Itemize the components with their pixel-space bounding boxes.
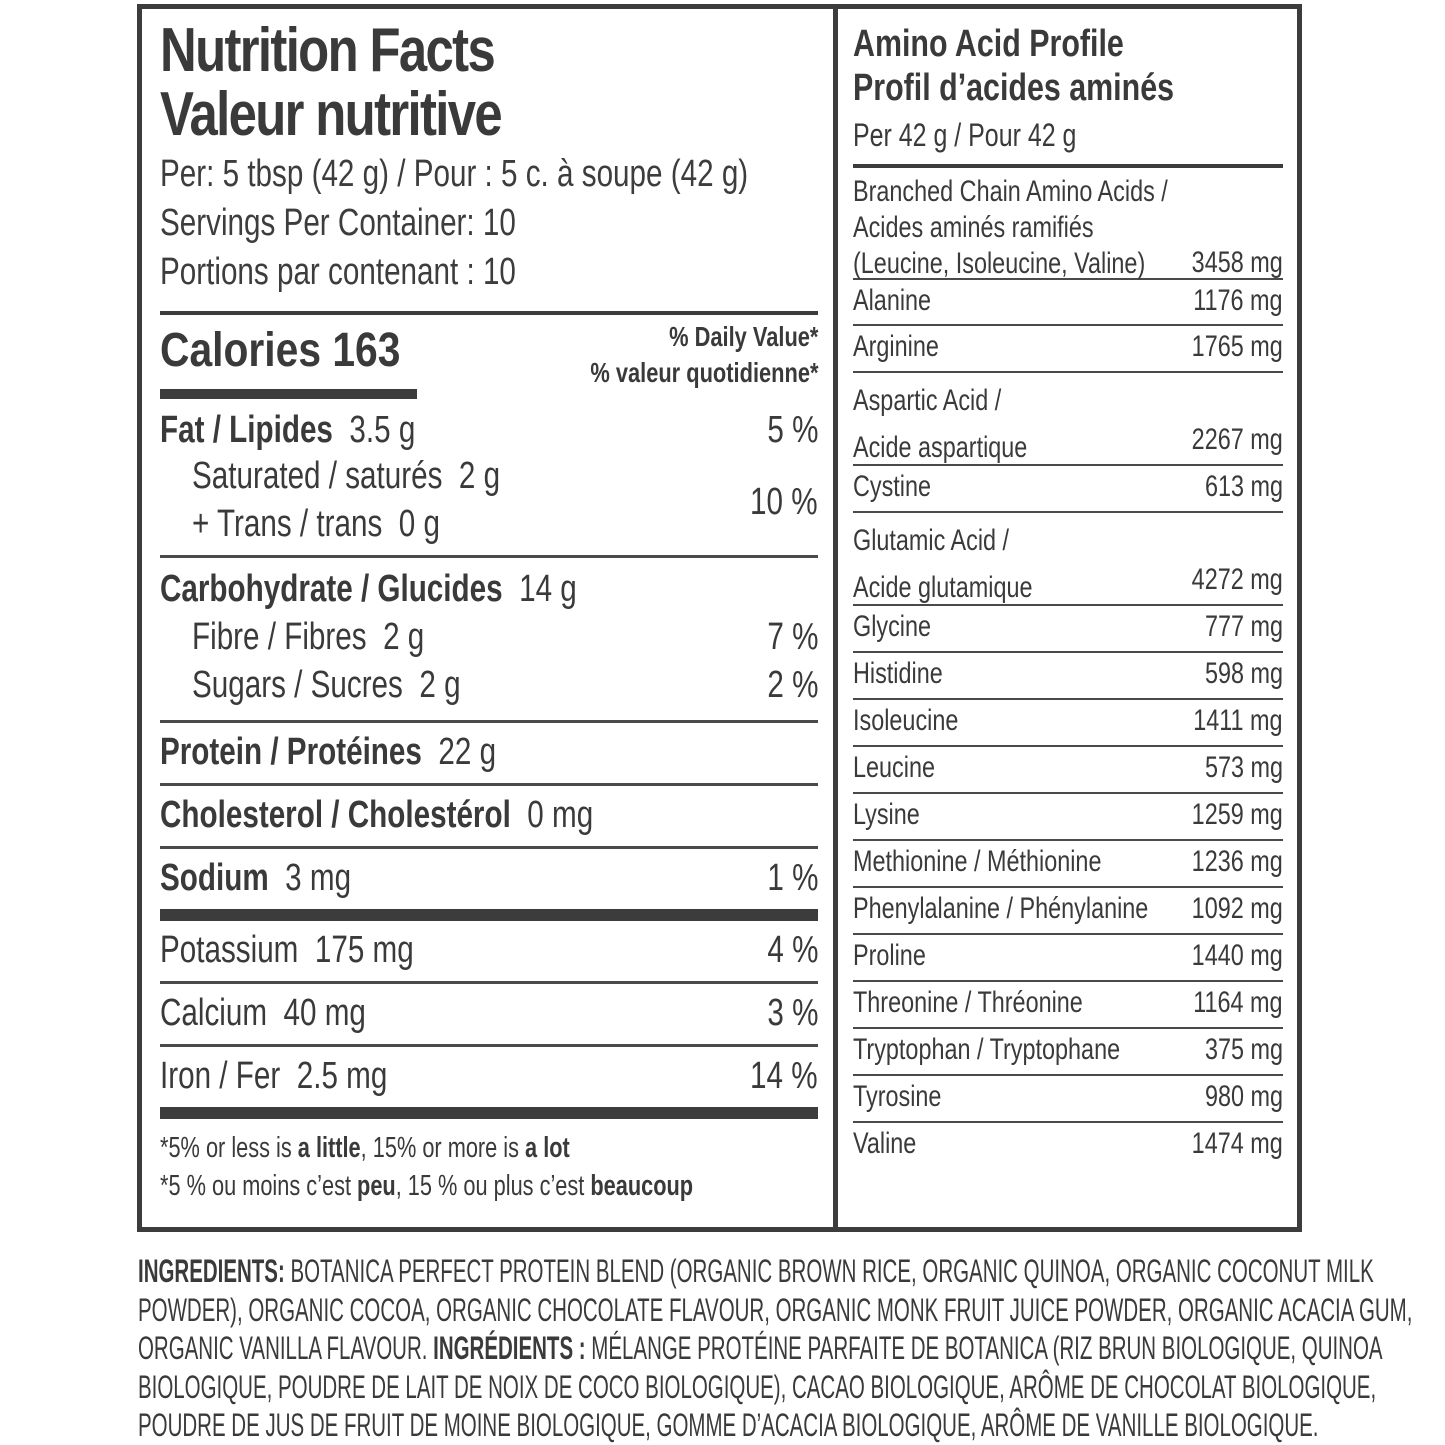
- amino-row: Arginine 1765 mg: [853, 330, 1283, 363]
- nutrient-row-sugars: Sugars / Sucres 2 g 2 %: [192, 664, 818, 706]
- amino-row: Leucine 573 mg: [853, 751, 1283, 784]
- amino-row: Alanine 1176 mg: [853, 284, 1283, 317]
- dv-header-fr: % valeur quotidienne*: [589, 357, 818, 388]
- nutrient-row-calcium: Calcium 40 mg 3 %: [160, 992, 818, 1034]
- ingredients-line: POUDRE DE JUS DE FRUIT DE MOINE BIOLOGIQUE, GOMME D’ACACIA BIOLOGIQUE, ARÔME DE VANILLE BIOLOGIQUE.: [138, 1407, 1319, 1443]
- amino-title-en: Amino Acid Profile: [853, 23, 1124, 65]
- servings-per-container-en: Servings Per Container: 10: [160, 202, 516, 244]
- amino-row: Histidine 598 mg: [853, 657, 1283, 690]
- divider-rule-thick: [160, 1107, 818, 1119]
- divider-rule-thick: [160, 909, 818, 921]
- ingredients-line: ORGANIC VANILLA FLAVOUR. INGRÉDIENTS : MÉLANGE PROTÉINE PARFAITE DE BOTANICA (RIZ BRUN BIOLOGIQUE, QUINOA: [138, 1330, 1383, 1366]
- dv-header-en: % Daily Value*: [668, 321, 818, 352]
- nutrient-row-trans: + Trans / trans 0 g: [192, 503, 440, 545]
- amino-row: Methionine / Méthionine 1236 mg: [853, 845, 1283, 878]
- nutrient-row-potassium: Potassium 175 mg 4 %: [160, 929, 818, 971]
- nutrient-row-protein: Protein / Protéines 22 g: [160, 731, 497, 773]
- amino-row: Cystine 613 mg: [853, 470, 1283, 503]
- amino-row: Glycine 777 mg: [853, 610, 1283, 643]
- nutrient-row-sodium: Sodium 3 mg 1 %: [160, 857, 818, 899]
- column-divider: [833, 4, 838, 1232]
- amino-row: Lysine 1259 mg: [853, 798, 1283, 831]
- amino-row: Valine 1474 mg: [853, 1127, 1283, 1160]
- calories-underline: [160, 389, 417, 399]
- nutrient-row-carbohydrate: Carbohydrate / Glucides 14 g: [160, 568, 577, 610]
- calories-label: Calories 163: [160, 324, 401, 377]
- nutrient-row-cholesterol: Cholesterol / Cholestérol 0 mg: [160, 794, 594, 836]
- title-en: Nutrition Facts: [160, 16, 495, 85]
- ingredients-line: BIOLOGIQUE, POUDRE DE LAIT DE NOIX DE COCO BIOLOGIQUE), CACAO BIOLOGIQUE, ARÔME DE CHOCOLAT BIOLOGIQUE,: [138, 1368, 1377, 1405]
- amino-row-bcaa: Branched Chain Amino Acids / Acides aminés ramifiés (Leucine, Isoleucine, Valine) 3458 mg: [853, 175, 1283, 280]
- nutrient-row-fibre: Fibre / Fibres 2 g 7 %: [192, 616, 818, 658]
- ingredients-line: INGREDIENTS: BOTANICA PERFECT PROTEIN BLEND (ORGANIC BROWN RICE, ORGANIC QUINOA, ORGANIC COCONUT MILK: [138, 1253, 1374, 1289]
- servings-per-container-fr: Portions par contenant : 10: [160, 251, 516, 293]
- amino-row: Aspartic Acid / Acide aspartique 2267 mg: [853, 384, 1283, 464]
- amino-title-fr: Profil d’acides aminés: [853, 67, 1175, 109]
- footnote-fr: *5 % ou moins c’est peu, 15 % ou plus c’est beaucoup: [160, 1170, 694, 1202]
- amino-row: Proline 1440 mg: [853, 939, 1283, 972]
- amino-row: Isoleucine 1411 mg: [853, 704, 1283, 737]
- amino-row: Tyrosine 980 mg: [853, 1080, 1283, 1113]
- amino-per-serving: Per 42 g / Pour 42 g: [853, 117, 1077, 153]
- nutrition-facts-table: [160, 16, 818, 1205]
- calories-row: [160, 315, 818, 388]
- ingredients-text: [138, 1252, 1413, 1445]
- amino-row: Glutamic Acid / Acide glutamique 4272 mg: [853, 524, 1283, 604]
- nutrient-row-iron: Iron / Fer 2.5 mg 14 %: [160, 1055, 818, 1097]
- ingredients-line: POWDER), ORGANIC COCOA, ORGANIC CHOCOLATE FLAVOUR, ORGANIC MONK FRUIT JUICE POWDER, ORGANIC ACACIA GUM,: [138, 1291, 1413, 1328]
- serving-size: Per: 5 tbsp (42 g) / Pour : 5 c. à soupe (42 g): [160, 153, 749, 195]
- amino-row: Phenylalanine / Phénylanine 1092 mg: [853, 892, 1283, 925]
- nutrient-row-fat: Fat / Lipides 3.5 g 5 %: [160, 409, 818, 451]
- title-fr: Valeur nutritive: [160, 80, 502, 149]
- divider-rule: [160, 555, 818, 558]
- amino-row: Threonine / Thréonine 1164 mg: [853, 986, 1283, 1019]
- nutrient-row-saturated: Saturated / saturés 2 g 10 %: [192, 455, 818, 523]
- amino-acid-profile-table: [853, 22, 1283, 1168]
- amino-row: Tryptophan / Tryptophane 375 mg: [853, 1033, 1283, 1066]
- footnote-en: *5% or less is a little, 15% or more is a lot: [160, 1132, 570, 1164]
